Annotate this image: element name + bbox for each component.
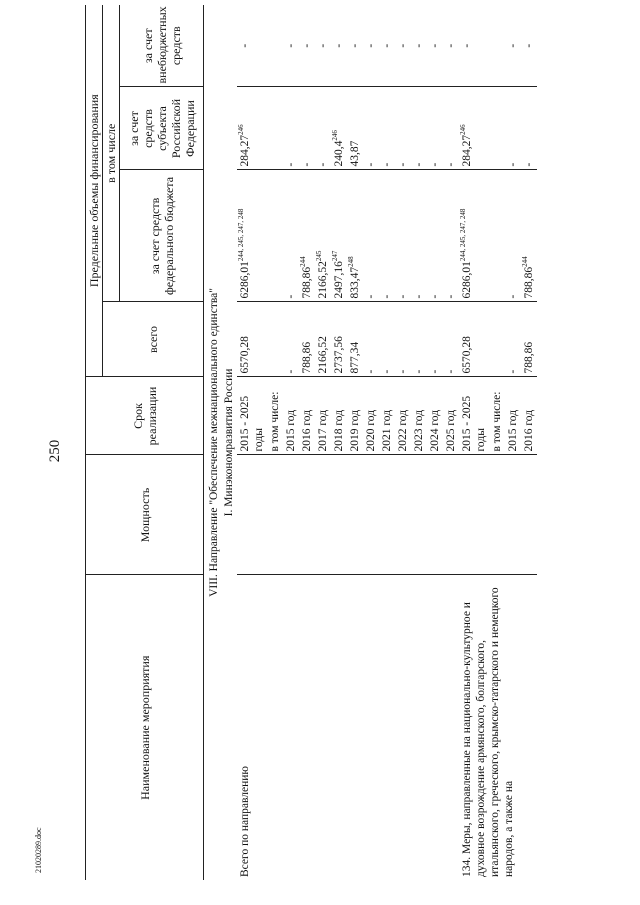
footer-document-code: 21020289.doc <box>34 827 43 873</box>
block2-year-regional-value: - <box>507 162 519 167</box>
block1-year-value: 2016 год <box>301 409 313 452</box>
header-regional: за счет средств субъекта Российской Федерации <box>120 87 204 170</box>
table-body <box>204 5 538 880</box>
block1-year-regional-value: - <box>317 162 329 167</box>
block1-federal-value: 6286,01 <box>239 261 251 299</box>
block1-year-value: 2022 год <box>397 409 409 452</box>
block1-year-federal <box>283 170 299 302</box>
section-title-row <box>204 5 223 880</box>
header-federal: за счет средств федерального бюджета <box>120 170 204 302</box>
block1-year-federal-value: - <box>397 294 409 299</box>
block1-year-other-value: - <box>285 43 297 48</box>
block1-year-regional <box>395 87 411 170</box>
block2-year-other <box>505 5 521 87</box>
block1-year-value: 2020 год <box>365 409 377 452</box>
block1-year <box>427 377 443 455</box>
block2-year-total-value: 788,86 <box>523 341 535 374</box>
block2-period-value: 2015 - 2025 годы <box>461 395 487 452</box>
block2-year-value: 2016 год <box>523 409 535 452</box>
block1-year-regional <box>283 87 299 170</box>
block1-year-federal-value: - <box>365 294 377 299</box>
block1-year-regional-value: - <box>381 162 393 167</box>
block1-year-federal <box>411 170 427 302</box>
block1-regional <box>237 87 267 170</box>
block2-year-federal-value: 788,86 <box>523 266 535 299</box>
block1-year-regional-value: - <box>429 162 441 167</box>
block2-year-regional <box>505 87 521 170</box>
block1-year-federal-footnote: 248 <box>347 256 356 267</box>
block1-year-federal-value: - <box>445 294 457 299</box>
block1-year-federal <box>363 170 379 302</box>
block1-year-federal-value: 833,47 <box>349 266 361 299</box>
block2-name <box>459 575 537 880</box>
block1-year-regional-value: 240,4 <box>333 140 345 167</box>
block2-federal <box>459 170 489 302</box>
block2-year <box>521 377 537 455</box>
block1-year-federal-footnote: 244 <box>299 256 308 267</box>
block1-year-regional <box>331 87 347 170</box>
block1-year-regional-footnote: 246 <box>331 130 340 141</box>
block1-year-federal-value: - <box>429 294 441 299</box>
block1-year-federal <box>331 170 347 302</box>
block1-year-regional-value: - <box>413 162 425 167</box>
block2-empty-cell <box>489 5 505 87</box>
block1-year-total <box>299 302 315 377</box>
block1-year-total <box>347 302 363 377</box>
block1-year-other-value: - <box>333 43 345 48</box>
block1-name <box>237 575 459 880</box>
block2-year-federal-value: - <box>507 294 519 299</box>
block1-year-regional <box>379 87 395 170</box>
block1-year-other-value: - <box>445 43 457 48</box>
block2-year-regional-value: - <box>523 162 535 167</box>
block1-year-value: 2015 год <box>285 409 297 452</box>
block2-federal-footnote: 244, 245, 247, 248 <box>459 208 468 262</box>
block1-name-value: Всего по направлению <box>239 766 251 877</box>
page-number: 250 <box>47 439 63 463</box>
block1-year <box>395 377 411 455</box>
header-other: за счет внебюджетных средств <box>120 5 204 87</box>
block1-year <box>299 377 315 455</box>
block1-year <box>315 377 331 455</box>
block1-year-regional-value: - <box>365 162 377 167</box>
block1-including-label-value: в том числе: <box>269 391 281 452</box>
block2-empty-cell <box>489 87 505 170</box>
block1-year-total <box>379 302 395 377</box>
block1-year-federal <box>315 170 331 302</box>
block1-year-total-value: 2737,56 <box>333 336 345 374</box>
block1-year-other <box>379 5 395 87</box>
block1-year-other <box>363 5 379 87</box>
block2-year-other-value: - <box>523 43 535 48</box>
table-header <box>86 5 204 880</box>
block2-including-label-value: в том числе: <box>491 391 503 452</box>
block1-year-federal <box>299 170 315 302</box>
table-row <box>237 5 267 880</box>
block1-year-federal <box>395 170 411 302</box>
block1-year-federal <box>379 170 395 302</box>
block1-year-federal <box>427 170 443 302</box>
table-row <box>459 5 489 880</box>
block1-year-total-value: 877,34 <box>349 341 361 374</box>
block1-federal-footnote: 244, 245, 247, 248 <box>237 208 246 262</box>
block1-year-regional-value: - <box>301 162 313 167</box>
header-limits: Предельные объемы финансирования <box>86 5 103 377</box>
block1-including-label <box>267 377 283 455</box>
block2-year-total <box>521 302 537 377</box>
block1-year-total <box>315 302 331 377</box>
block2-regional-footnote: 246 <box>459 124 468 135</box>
block1-year <box>283 377 299 455</box>
block1-empty-cell <box>267 87 283 170</box>
block1-year-regional <box>347 87 363 170</box>
block1-year-total <box>443 302 459 377</box>
block2-other-value: - <box>461 43 473 48</box>
block2-name-value: 134. Меры, направленные на национально-культурное и духовное возрождение армянского, болгарского, итальянского, греческого, крымско-татарского и немецкого народов, а также на <box>461 587 515 877</box>
block2-total-value: 6570,28 <box>461 336 473 374</box>
block1-year-total <box>427 302 443 377</box>
block1-year-value: 2021 год <box>381 409 393 452</box>
block1-year-other <box>443 5 459 87</box>
block1-year-total-value: 2166,52 <box>317 336 329 374</box>
block1-year-federal-value: 788,86 <box>301 266 313 299</box>
block2-regional <box>459 87 489 170</box>
block1-year-other-value: - <box>365 43 377 48</box>
block1-year-total-value: - <box>365 369 377 374</box>
block1-period <box>237 377 267 455</box>
block1-year-value: 2024 год <box>429 409 441 452</box>
block1-year-federal-footnote: 245 <box>315 250 324 262</box>
block1-year-regional-value: 43,87 <box>349 140 361 167</box>
block1-year-other-value: - <box>301 43 313 48</box>
block1-year-other <box>347 5 363 87</box>
block2-regional-value: 284,27 <box>461 134 473 167</box>
block1-other-value: - <box>239 43 251 48</box>
block2-empty-cell <box>489 170 505 302</box>
block2-year-other-value: - <box>507 43 519 48</box>
block2-year-federal-footnote: 244 <box>521 256 530 267</box>
header-including: в том числе <box>103 5 120 302</box>
block1-year-total <box>331 302 347 377</box>
block2-other <box>459 5 489 87</box>
subsection-title-row <box>222 5 237 880</box>
block2-year-regional <box>521 87 537 170</box>
header-total: всего <box>103 302 204 377</box>
block1-year-regional <box>443 87 459 170</box>
subsection-title: I. Минэкономразвития России <box>223 368 235 517</box>
block1-year-total-value: - <box>397 369 409 374</box>
block2-total <box>459 302 489 377</box>
header-capacity: Мощность <box>86 455 204 575</box>
block1-empty-cell <box>267 302 283 377</box>
block1-year-federal-footnote: 247 <box>331 250 340 262</box>
block1-year-value: 2019 год <box>349 409 361 452</box>
block2-empty-cell <box>489 302 505 377</box>
block1-year-other-value: - <box>317 43 329 48</box>
block1-year <box>331 377 347 455</box>
block1-year-value: 2018 год <box>333 409 345 452</box>
block1-empty-cell <box>267 170 283 302</box>
block1-year-total <box>283 302 299 377</box>
block1-regional-footnote: 246 <box>237 124 246 135</box>
block1-year-value: 2017 год <box>317 409 329 452</box>
block1-year-value: 2023 год <box>413 409 425 452</box>
block2-year-value: 2015 год <box>507 409 519 452</box>
block1-year-total <box>411 302 427 377</box>
block1-year-federal-value: - <box>285 294 297 299</box>
block1-year-other <box>395 5 411 87</box>
block1-year <box>363 377 379 455</box>
block1-year <box>347 377 363 455</box>
block1-year-regional-value: - <box>445 162 457 167</box>
block1-regional-value: 284,27 <box>239 134 251 167</box>
block1-year-total <box>395 302 411 377</box>
block1-year-federal-value: - <box>381 294 393 299</box>
block2-year-total-value: - <box>507 369 519 374</box>
block2-capacity <box>459 455 537 575</box>
block1-capacity <box>237 455 459 575</box>
block1-year-other-value: - <box>429 43 441 48</box>
block1-year-federal <box>443 170 459 302</box>
block1-year-total-value: - <box>445 369 457 374</box>
header-period: Срок реализации <box>86 377 204 455</box>
block2-year-federal <box>505 170 521 302</box>
block1-empty-cell <box>267 5 283 87</box>
block1-year-regional-value: - <box>285 162 297 167</box>
block1-year-regional-value: - <box>397 162 409 167</box>
block1-year-federal-value: - <box>413 294 425 299</box>
block1-year-regional <box>363 87 379 170</box>
block1-period-value: 2015 - 2025 годы <box>239 395 265 452</box>
block1-year-other <box>315 5 331 87</box>
header-name: Наименование мероприятия <box>86 575 204 880</box>
block1-year-other <box>299 5 315 87</box>
block1-year-other-value: - <box>381 43 393 48</box>
block1-year-total-value: - <box>285 369 297 374</box>
block2-including-label <box>489 377 505 455</box>
block1-year-total-value: - <box>413 369 425 374</box>
block1-total-value: 6570,28 <box>239 336 251 374</box>
block1-year-total-value: - <box>381 369 393 374</box>
block2-year-total <box>505 302 521 377</box>
block1-year-regional <box>427 87 443 170</box>
block1-year-regional <box>299 87 315 170</box>
block1-year <box>411 377 427 455</box>
block1-year-regional <box>411 87 427 170</box>
section-title: VIII. Направление "Обеспечение межнационального единства" <box>208 288 220 597</box>
block1-other <box>237 5 267 87</box>
block1-year <box>379 377 395 455</box>
block1-year-total <box>363 302 379 377</box>
block2-federal-value: 6286,01 <box>461 261 473 299</box>
block1-year-other-value: - <box>413 43 425 48</box>
block1-year-other <box>411 5 427 87</box>
block1-year-value: 2025 год <box>445 409 457 452</box>
block1-federal <box>237 170 267 302</box>
block1-year-federal <box>347 170 363 302</box>
block2-period <box>459 377 489 455</box>
block1-year-other <box>283 5 299 87</box>
block1-total <box>237 302 267 377</box>
rotated-page-content <box>85 5 625 880</box>
block2-year <box>505 377 521 455</box>
block1-year-regional <box>315 87 331 170</box>
block1-year-total-value: - <box>429 369 441 374</box>
block1-year-other <box>331 5 347 87</box>
block1-year-other-value: - <box>397 43 409 48</box>
block1-year-total-value: 788,86 <box>301 341 313 374</box>
block1-year <box>443 377 459 455</box>
block1-year-other <box>427 5 443 87</box>
block2-year-other <box>521 5 537 87</box>
block1-year-federal-value: 2166,52 <box>317 261 329 299</box>
block1-year-federal-value: 2497,16 <box>333 261 345 299</box>
block2-year-federal <box>521 170 537 302</box>
financing-table <box>85 5 537 880</box>
block1-year-other-value: - <box>349 43 361 48</box>
